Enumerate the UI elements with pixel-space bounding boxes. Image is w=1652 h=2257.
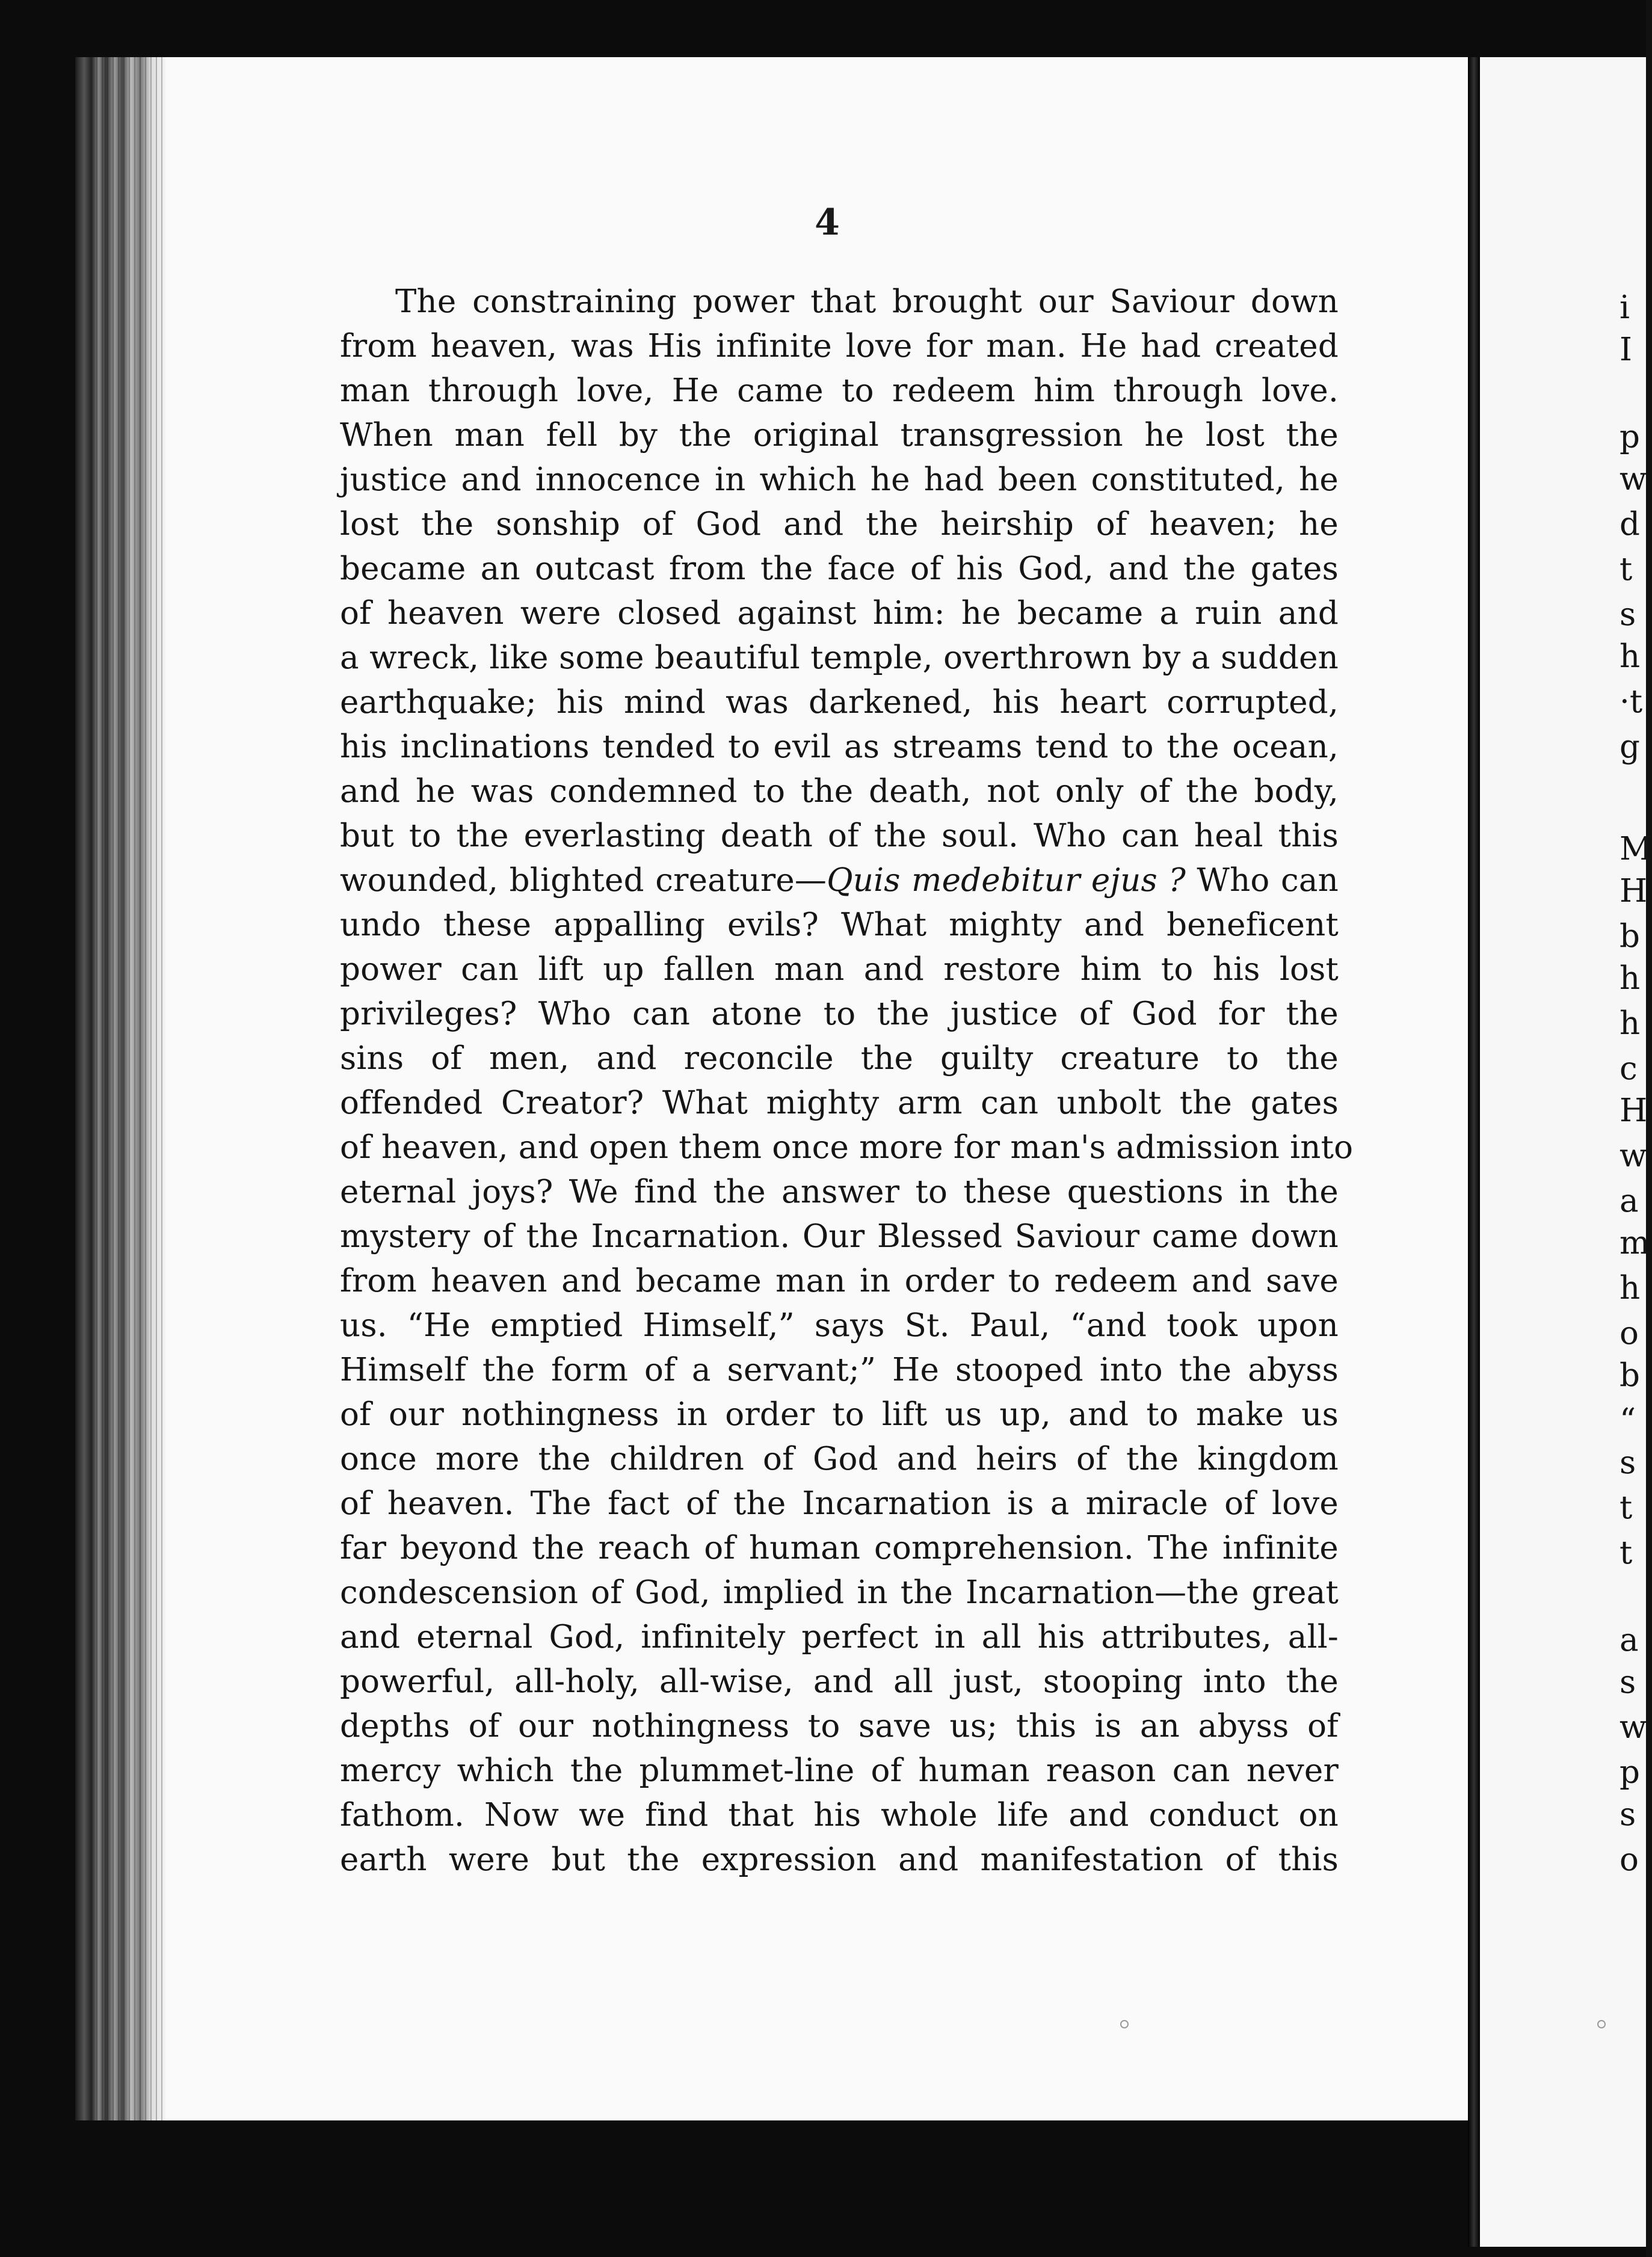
text-line: fathom. Now we find that his whole life and conduct on [340, 1797, 1339, 1834]
next-page-fragment: t [1620, 551, 1633, 588]
text-line: of heaven were closed against him: he became a ruin and [340, 595, 1339, 632]
next-page-fragment: o [1620, 1315, 1639, 1352]
text-line: Himself the form of a servant;” He stooped into the abyss [340, 1352, 1339, 1388]
next-page-fragment: b [1620, 1357, 1640, 1394]
text-line: offended Creator? What mighty arm can unbolt the gates [340, 1085, 1339, 1121]
scan-registration-mark [1120, 2020, 1129, 2028]
scan-registration-mark [1597, 2020, 1606, 2028]
next-page-fragment: “ [1620, 1402, 1636, 1439]
next-page-fragment: h [1620, 1270, 1641, 1307]
next-page-fragment: t [1620, 1489, 1633, 1526]
next-page-fragment: h [1620, 960, 1641, 997]
text-line: a wreck, like some beautiful temple, overthrown by a sudden [340, 639, 1339, 676]
next-page-fragment: ·t [1620, 683, 1643, 720]
binding-page-edges [96, 57, 162, 2120]
next-page-fragment: t [1620, 1535, 1633, 1571]
next-page-fragment: h [1620, 1005, 1641, 1042]
next-page-fragment: H [1620, 1092, 1648, 1129]
text-line: of our nothingness in order to lift us up, and to make us [340, 1396, 1339, 1433]
text-line: powerful, all-holy, all-wise, and all just, stooping into the [340, 1663, 1339, 1700]
text-line: When man fell by the original transgression he lost the [340, 417, 1339, 454]
text-line: mystery of the Incarnation. Our Blessed Saviour came down [340, 1218, 1339, 1255]
next-page-fragment: w [1620, 1709, 1647, 1746]
next-page-fragment: p [1620, 419, 1640, 455]
next-page-fragment: d [1620, 506, 1640, 543]
next-page-fragment: a [1620, 1622, 1639, 1658]
text-line: once more the children of God and heirs of the kingdom [340, 1441, 1339, 1477]
text-line: lost the sonship of God and the heirship of heaven; he [340, 506, 1339, 543]
next-page-fragment: H [1620, 873, 1648, 910]
next-page-fragment: h [1620, 638, 1641, 675]
text-line: earth were but the expression and manifestation of this [340, 1841, 1339, 1878]
text-line: undo these appalling evils? What mighty and beneficent [340, 907, 1339, 943]
text-line: and eternal God, infinitely perfect in all his attributes, all- [340, 1619, 1339, 1655]
text-line: man through love, He came to redeem him through love. [340, 372, 1339, 409]
next-page-fragment: s [1620, 1664, 1636, 1701]
text-line: us. “He emptied Himself,” says St. Paul, “and took upon [340, 1307, 1339, 1344]
text-line: mercy which the plummet-line of human reason can never [340, 1752, 1339, 1789]
text-line: condescension of God, implied in the Incarnation—the great [340, 1574, 1339, 1611]
next-page-fragment: c [1620, 1050, 1638, 1087]
next-page-fragment: s [1620, 596, 1636, 633]
next-page-fragment: p [1620, 1754, 1640, 1791]
text-line: and he was condemned to the death, not only of the body, [340, 773, 1339, 810]
text-line: of heaven, and open them once more for man's admission into [340, 1129, 1354, 1166]
next-page-fragment: w [1620, 1138, 1647, 1174]
text-line: but to the everlasting death of the soul. Who can heal this [340, 818, 1339, 854]
text-line: depths of our nothingness to save us; this is an abyss of [340, 1708, 1339, 1744]
next-page-fragment: o [1620, 1841, 1639, 1878]
text-line: from heaven and became man in order to redeem and save [340, 1263, 1339, 1299]
next-page-fragment: i [1620, 289, 1630, 326]
text-line: justice and innocence in which he had been constituted, he [340, 461, 1339, 498]
text-line: far beyond the reach of human comprehension. The infinite [340, 1530, 1339, 1566]
text-line: The constraining power that brought our Saviour down [395, 283, 1339, 320]
next-page-fragment: M [1620, 831, 1652, 867]
next-page-fragment: w [1620, 461, 1647, 497]
text-line: earthquake; his mind was darkened, his heart corrupted, [340, 684, 1339, 721]
text-line: from heaven, was His infinite love for man. He had created [340, 328, 1339, 365]
body-text [340, 280, 1354, 1882]
next-page-fragment: g [1620, 728, 1640, 765]
next-page-fragment: m [1620, 1225, 1650, 1261]
text-line: eternal joys? We find the answer to these questions in the [340, 1174, 1339, 1210]
text-line: power can lift up fallen man and restore him to his lost [340, 951, 1339, 988]
text-line: sins of men, and reconcile the guilty creature to the [340, 1040, 1339, 1077]
next-page-fragment: a [1620, 1183, 1639, 1219]
next-page-fragment: s [1620, 1444, 1636, 1481]
page-edge-shadow [1468, 57, 1480, 2247]
text-line: privileges? Who can atone to the justice of God for the [340, 996, 1339, 1032]
text-line: wounded, blighted creature—Quis medebitur ejus ? Who can [340, 862, 1339, 899]
next-page-fragment: s [1620, 1796, 1636, 1833]
text-line: became an outcast from the face of his God, and the gates [340, 550, 1339, 587]
text-line: of heaven. The fact of the Incarnation is a miracle of love [340, 1485, 1339, 1522]
text-line: his inclinations tended to evil as streams tend to the ocean, [340, 728, 1339, 765]
page-number: 4 [815, 202, 840, 244]
next-page-fragment: b [1620, 918, 1640, 955]
next-page-fragment: I [1620, 331, 1632, 368]
